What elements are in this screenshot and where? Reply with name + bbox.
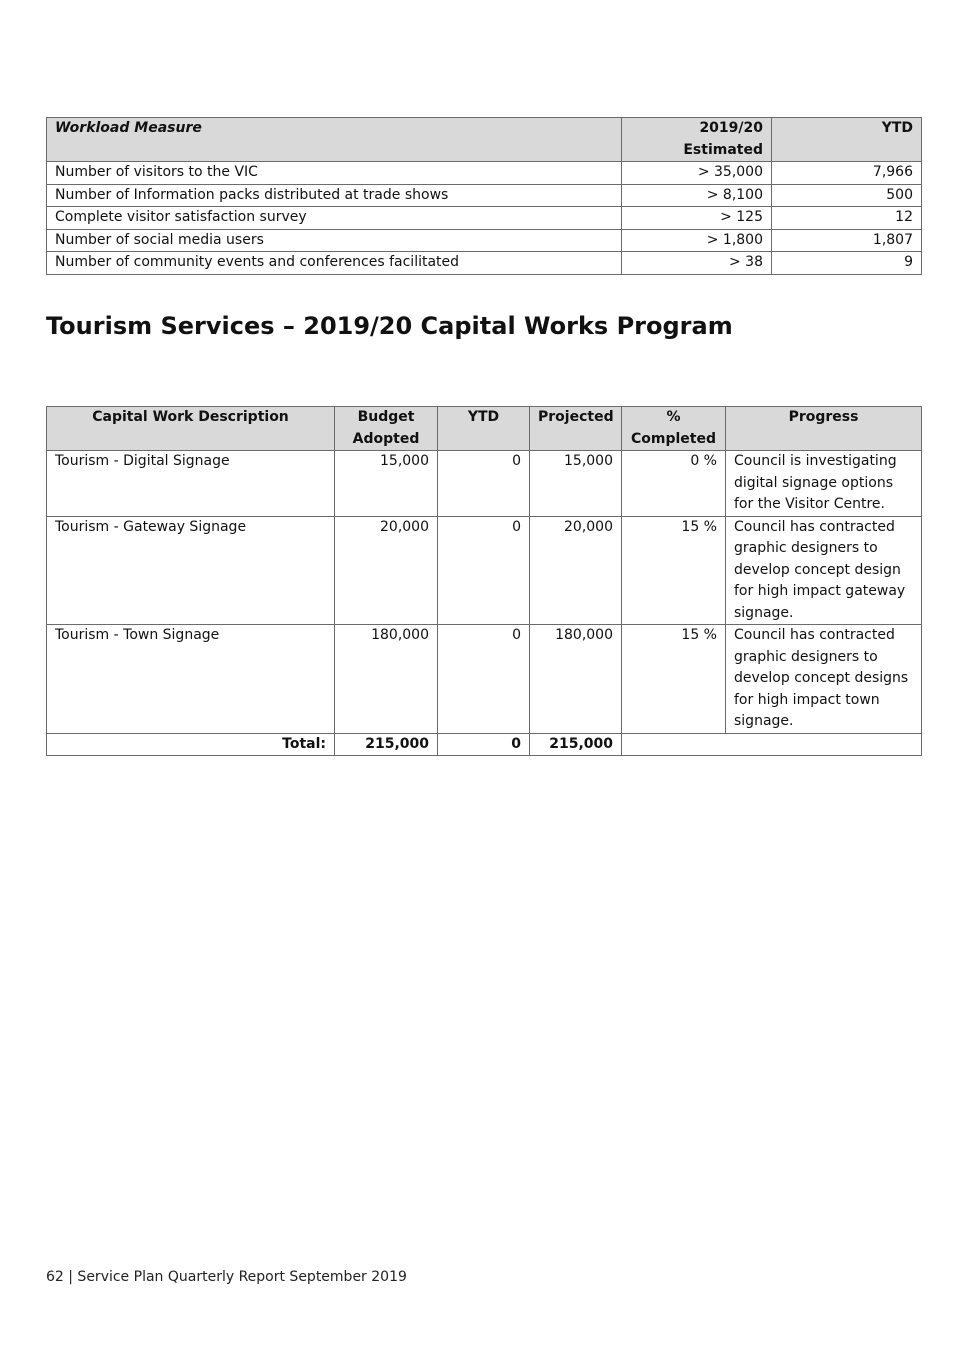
budget-cell: 180,000: [335, 625, 438, 734]
table-row: [47, 451, 922, 517]
table-row: [47, 625, 922, 734]
budget-cell: 15,000: [335, 451, 438, 517]
header-budget: Budget Adopted: [335, 407, 438, 451]
ytd-cell: 9: [772, 252, 922, 275]
header-completed: % Completed: [622, 407, 726, 451]
description-cell: Tourism - Digital Signage: [47, 451, 335, 517]
header-estimated: 2019/20 Estimated: [622, 118, 772, 162]
ytd-cell: 1,807: [772, 229, 922, 252]
completed-cell: 15 %: [622, 625, 726, 734]
measure-cell: Complete visitor satisfaction survey: [47, 207, 622, 230]
workload-measure-table: [46, 117, 922, 275]
ytd-cell: 0: [438, 516, 530, 625]
header-description: Capital Work Description: [47, 407, 335, 451]
measure-cell: Number of Information packs distributed at trade shows: [47, 184, 622, 207]
projected-cell: 180,000: [530, 625, 622, 734]
projected-cell: 15,000: [530, 451, 622, 517]
section-title: Tourism Services – 2019/20 Capital Works Program: [46, 312, 733, 340]
completed-cell: 0 %: [622, 451, 726, 517]
table-row: [47, 207, 922, 230]
estimated-cell: > 38: [622, 252, 772, 275]
total-budget: 215,000: [335, 733, 438, 756]
ytd-cell: 0: [438, 451, 530, 517]
table-row: [47, 229, 922, 252]
total-empty-cell: [622, 733, 922, 756]
capital-works-table: [46, 406, 922, 756]
table-row: [47, 516, 922, 625]
table-header-row: [47, 407, 922, 451]
measure-cell: Number of community events and conferences facilitated: [47, 252, 622, 275]
ytd-cell: 12: [772, 207, 922, 230]
total-label: Total:: [47, 733, 335, 756]
estimated-cell: > 8,100: [622, 184, 772, 207]
header-progress: Progress: [726, 407, 922, 451]
table-header-row: [47, 118, 922, 162]
header-projected: Projected: [530, 407, 622, 451]
ytd-cell: 0: [438, 625, 530, 734]
header-ytd: YTD: [772, 118, 922, 162]
table-row: [47, 162, 922, 185]
projected-cell: 20,000: [530, 516, 622, 625]
budget-cell: 20,000: [335, 516, 438, 625]
total-ytd: 0: [438, 733, 530, 756]
measure-cell: Number of visitors to the VIC: [47, 162, 622, 185]
page-footer: 62 | Service Plan Quarterly Report September 2019: [46, 1269, 407, 1285]
total-projected: 215,000: [530, 733, 622, 756]
progress-cell: Council has contracted graphic designers to develop concept design for high impact gateway signage.: [726, 516, 922, 625]
progress-cell: Council has contracted graphic designers to develop concept designs for high impact town signage.: [726, 625, 922, 734]
ytd-cell: 7,966: [772, 162, 922, 185]
description-cell: Tourism - Gateway Signage: [47, 516, 335, 625]
table-row: [47, 184, 922, 207]
estimated-cell: > 1,800: [622, 229, 772, 252]
completed-cell: 15 %: [622, 516, 726, 625]
table-row: [47, 252, 922, 275]
progress-cell: Council is investigating digital signage options for the Visitor Centre.: [726, 451, 922, 517]
estimated-cell: > 35,000: [622, 162, 772, 185]
header-ytd: YTD: [438, 407, 530, 451]
total-row: [47, 733, 922, 756]
header-workload-measure: Workload Measure: [47, 118, 622, 162]
estimated-cell: > 125: [622, 207, 772, 230]
description-cell: Tourism - Town Signage: [47, 625, 335, 734]
measure-cell: Number of social media users: [47, 229, 622, 252]
ytd-cell: 500: [772, 184, 922, 207]
